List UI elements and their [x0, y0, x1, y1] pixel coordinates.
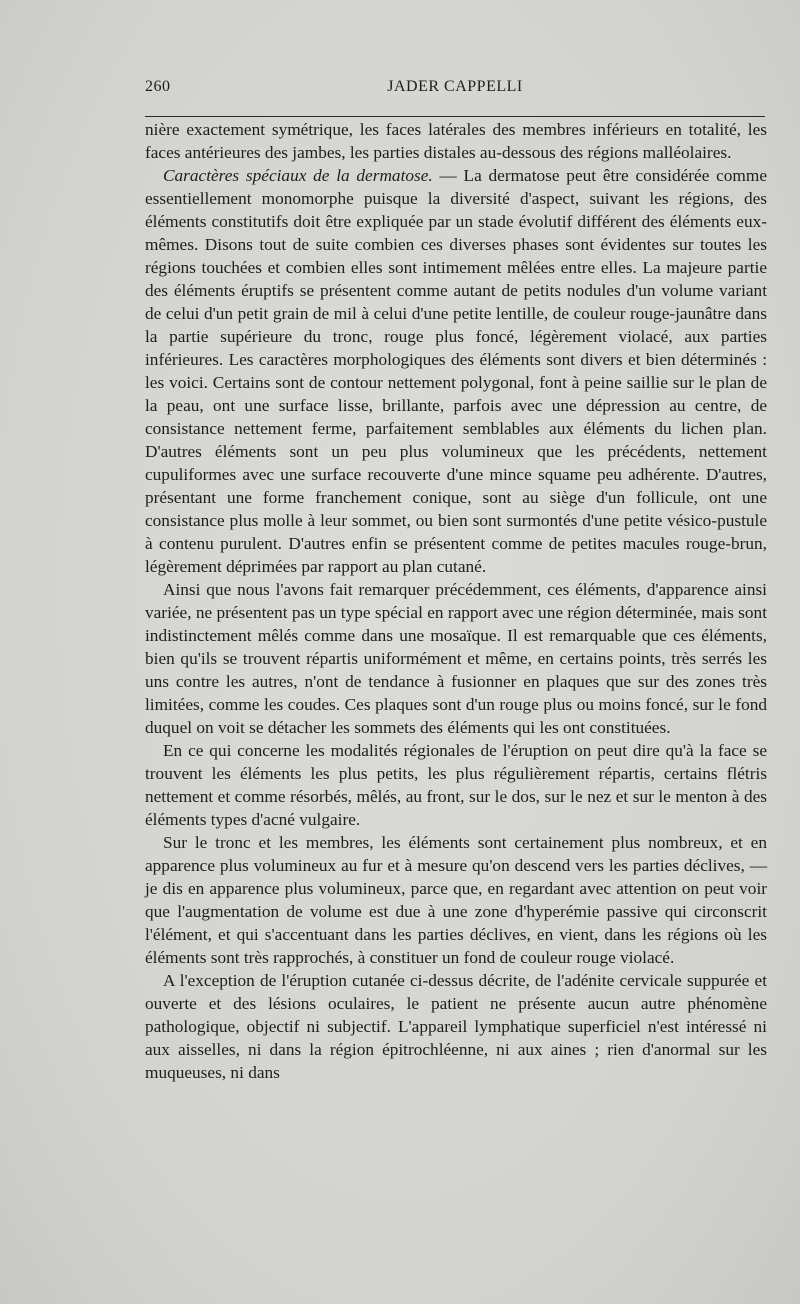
paragraph-6: A l'exception de l'éruption cutanée ci-dessus décrite, de l'adénite cervicale suppurée et ouverte et des lésions oculaires, le patient ne présente aucun autre phénomène pathologique, objectif ni subjectif. L'appareil lymphatique superficiel n'est intéressé ni aux aisselles, ni dans la région épitrochléenne, ni aux aines ; rien d'anormal sur les muqueuses, ni dans	[145, 971, 767, 1082]
paragraph-2-text: — La dermatose peut être considérée comme essentiellement monomorphe puisque la diversité d'aspect, suivant les régions, des éléments constitutifs doit être expliquée par un stade évolutif différent des éléments eux-mêmes. Disons tout de suite combien ces diverses phases sont évidentes sur toutes les régions touchées et combien elles sont intimement mêlées entre elles. La majeure partie des éléments éruptifs se présentent comme autant de petits nodules d'un volume variant de celui d'un petit grain de mil à celui d'une petite lentille, de couleur rouge-jaunâtre dans la partie supérieure du tronc, rouge plus foncé, légèrement violacé, aux parties inférieures. Les caractères morphologiques des éléments sont divers et bien déterminés : les voici. Certains sont de contour nettement polygonal, font à peine saillie sur le plan de la peau, ont une surface lisse, brillante, parfois avec une dépression au centre, de consistance nettement ferme, parfaitement semblables aux éléments du lichen plan. D'autres éléments sont un peu plus volumineux que les précédents, nettement cupuliformes avec une surface recouverte d'une mince squame peu adhérente. D'autres, présentant une forme franchement conique, sont au siège d'un follicule, ont une consistance plus molle à leur sommet, ou bien sont surmontés d'une petite vésico-pustule à contenu purulent. D'autres enfin se présentent comme de petites macules rouge-brun, légèrement déprimées par rapport au plan cutané.	[145, 166, 767, 576]
paragraph-3: Ainsi que nous l'avons fait remarquer précédemment, ces éléments, d'apparence ainsi variée, ne présentent pas un type spécial en rapport avec une région déterminée, mais sont indistinctement mêlés comme dans une mosaïque. Il est remarquable que ces éléments, bien qu'ils se trouvent répartis uniformément et même, en certains points, très serrés les uns contre les autres, n'ont de tendance à fusionner en plaques que sur des zones très limitées, comme les coudes. Ces plaques sont d'un rouge plus ou moins foncé, sur le fond duquel on voit se détacher les sommets des éléments qui les ont constituées.	[145, 580, 767, 737]
paragraph-1: nière exactement symétrique, les faces latérales des membres inférieurs en totalité, les faces antérieures des jambes, les parties distales au-dessous des régions malléolaires.	[145, 120, 767, 162]
running-title: JADER CAPPELLI	[387, 78, 523, 95]
page-number: 260	[145, 78, 171, 95]
body-text	[145, 118, 767, 1084]
section-heading: Caractères spéciaux de la dermatose.	[163, 166, 433, 185]
header-rule	[145, 116, 765, 117]
paragraph-2	[145, 164, 767, 578]
paragraph-5: Sur le tronc et les membres, les éléments sont certainement plus nombreux, et en apparence plus volumineux au fur et à mesure qu'on descend vers les parties déclives, — je dis en apparence plus volumineux, parce que, en regardant avec attention on peut voir que l'augmentation de volume est due à une zone d'hyperémie passive qui circonscrit l'élément, et qui s'accentuant dans les parties déclives, en vient, dans les régions où les éléments sont très rapprochés, à constituer un fond de couleur rouge violacé.	[145, 833, 767, 967]
paragraph-4: En ce qui concerne les modalités régionales de l'éruption on peut dire qu'à la face se trouvent les éléments les plus petits, les plus régulièrement répartis, certains flétris nettement et comme résorbés, mêlés, au front, sur le dos, sur le nez et sur le menton à des éléments types d'acné vulgaire.	[145, 741, 767, 829]
